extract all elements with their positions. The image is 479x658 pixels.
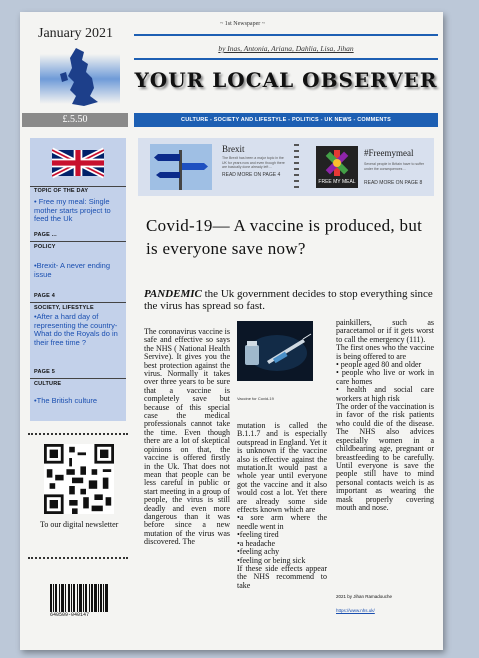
newspaper-title: YOUR LOCAL OBSERVER <box>134 68 438 92</box>
teaser-row <box>138 138 434 196</box>
barcode <box>50 584 108 612</box>
photo-caption: Vaccine for Covid-19 <box>237 396 274 401</box>
sidebar-divider <box>30 378 126 379</box>
article-signature: 2021 by Jihan Ramadouche <box>336 594 393 599</box>
teaser-title[interactable]: #Freemymeal <box>364 148 414 158</box>
dotted-divider <box>28 433 128 435</box>
newspaper-page <box>20 12 443 650</box>
brexit-signpost-image <box>150 144 212 190</box>
first-newspaper-label: ~ 1st Newspaper ~ <box>220 21 265 27</box>
article-headline: Covid-19— A vaccine is produced, but is everyone save now? <box>146 216 423 258</box>
topic-of-day-link[interactable]: • Free my meal: Single mother starts project to feed the Uk <box>34 197 111 223</box>
teaser-body: Several people in Britain have to suffer under the consequences ... <box>364 162 425 171</box>
page-ref: PAGE ... <box>34 232 57 238</box>
teaser-read-more[interactable]: READ MORE ON PAGE 4 <box>222 172 281 178</box>
sidebar-divider <box>30 186 126 187</box>
teaser-divider <box>294 144 299 190</box>
society-heading: SOCIETY, LIFESTYLE <box>34 305 94 311</box>
free-my-meal-logo <box>316 146 358 188</box>
price-tag: £.5.50 <box>22 113 128 127</box>
article-standfirst <box>144 288 438 312</box>
teaser-read-more[interactable]: READ MORE ON PAGE 8 <box>364 180 423 186</box>
culture-heading: CULTURE <box>34 381 62 387</box>
sidebar-divider <box>30 241 126 242</box>
left-column <box>20 12 130 650</box>
issue-date: January 2021 <box>38 26 114 41</box>
barcode-number: 640509-040147 <box>50 612 90 618</box>
header-rule <box>134 34 438 36</box>
vaccine-photo <box>237 321 313 381</box>
article-column-2: mutation is called the B.1.1.7 and is especially outspread in England. Yet it is unknown if the vaccine also is effective against the mutation.It would past a whole year until everyone got the vaccine and it also would cost a lot. Yet there are already some side effects known which are •a sore arm where the needle went in •feeling tired •a headache •feeling achy •feeling or being sick If these side effects appear the NHS recommend to take <box>237 421 327 590</box>
teaser-body: The Brexit has been a major topic in the UK for years now and even though there are basically done already left ... <box>222 156 285 169</box>
article-column-1: The coronavirus vaccine is safe and effective so says the NHS ( National Health Servive). It gives you the best protection against the virus. Normally it takes over three years to be sure that a vaccine is completely save but because of this special case the medical professionals cannot take the time. Even though there are a lot of skeptical opinions on that, the vaccine is offered firstly in the Uk. That does not mean that people can be less careful in public or start meeting in a group of people, the virus is still deadly and even more dangerous than it was before since a new mutation of the virus was discovered. The <box>144 327 230 547</box>
policy-link[interactable]: •Brexit- A never ending issue <box>34 261 111 279</box>
authors-byline: by Inas, Antonia, Ariana, Dahlia, Lisa, Jihan <box>218 44 354 53</box>
nhs-link[interactable]: https://www.nhs.uk/ <box>336 608 375 613</box>
section-nav[interactable]: CULTURE - SOCIETY AND LIFESTYLE - POLITICS - UK NEWS - COMMENTS <box>134 113 438 127</box>
culture-link[interactable]: •The British culture <box>34 396 98 405</box>
dotted-divider <box>28 557 128 559</box>
policy-heading: POLICY <box>34 244 56 250</box>
qr-caption: To our digital newsletter <box>40 520 119 529</box>
page-ref: PAGE 4 <box>34 293 55 299</box>
header-rule <box>134 58 438 60</box>
topic-of-day-heading: TOPIC OF THE DAY <box>34 188 89 194</box>
sidebar-box <box>30 138 126 421</box>
qr-code[interactable] <box>44 444 114 514</box>
sidebar-divider <box>30 302 126 303</box>
uk-map-logo <box>40 44 120 114</box>
page-ref: PAGE 5 <box>34 369 55 375</box>
standfirst-text: the Uk government decides to stop everything since the virus has spread so fast. <box>144 288 433 312</box>
society-link[interactable]: •After a hard day of representing the country- What do the Royals do in their free time ? <box>34 312 118 347</box>
union-jack-flag <box>52 146 104 180</box>
lead-word: PANDEMIC <box>144 288 202 300</box>
teaser-title[interactable]: Brexit <box>222 144 245 154</box>
article-column-3: painkillers, such as paracetamol or if it gets worst to call the emergency (111). The first ones who the vaccine is being offered to are • people aged 80 and older • people who live or work in care homes • health and social care workers at high risk The order of the vaccination is in favor of the risk patients who could die of the disease. The NHS also advices especially women in a childbearing age, pregnant or breastfeeding to be carefully. Until everyone is save the people still have to mind personal contacts weich is as important as wearing the mask properly covering mouth and nose. <box>336 318 434 512</box>
free-my-meal-logo-text: FREE MY MEAL <box>318 179 356 185</box>
